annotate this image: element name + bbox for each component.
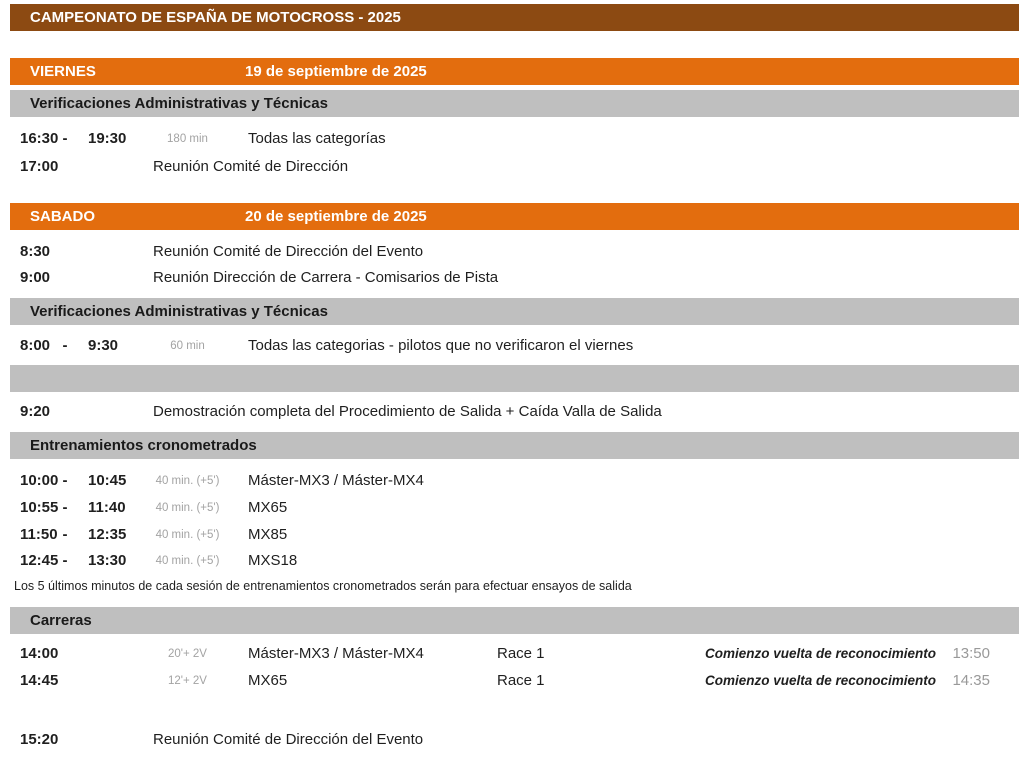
schedule-row: [0, 158, 1024, 176]
time-end: 13:30: [88, 552, 127, 569]
description: Reunión Comité de Dirección del Evento: [153, 731, 424, 748]
category: MX65: [248, 672, 288, 689]
reconnaissance-note: Comienzo vuelta de reconocimiento: [705, 646, 937, 661]
duration: 40 min. (+5'): [155, 502, 220, 514]
schedule-row: [0, 731, 1024, 749]
time-dash: -: [62, 499, 68, 516]
schedule-row: [0, 403, 1024, 421]
description: Demostración completa del Procedimiento de Salida + Caída Valla de Salida: [153, 403, 662, 420]
race-row: [0, 672, 1024, 690]
championship-title: CAMPEONATO DE ESPAÑA DE MOTOCROSS - 2025: [30, 9, 401, 26]
time-dash: -: [62, 526, 68, 543]
category: Todas las categorías: [248, 130, 386, 147]
reconnaissance-time: 14:35: [952, 672, 990, 689]
footnote-text: Los 5 últimos minutos de cada sesión de entrenamientos cronometrados serán para efectuar ensayos de salida: [14, 579, 632, 593]
section-title: Entrenamientos cronometrados: [30, 437, 257, 454]
reconnaissance-note: Comienzo vuelta de reconocimiento: [705, 673, 937, 688]
time-dash: -: [62, 130, 68, 147]
empty-section-bar: [10, 365, 1019, 392]
duration: 180 min: [167, 133, 208, 145]
time-end: 10:45: [88, 472, 127, 489]
friday-date: 19 de septiembre de 2025: [245, 63, 427, 80]
category: MXS18: [248, 552, 298, 569]
schedule-row: [0, 499, 1024, 517]
time-dash: -: [62, 472, 68, 489]
category: MX65: [248, 499, 288, 516]
time-start: 9:00: [20, 269, 51, 286]
schedule-row: [0, 130, 1024, 148]
schedule-row: [0, 243, 1024, 261]
category: MX85: [248, 526, 288, 543]
saturday-day-bar: [10, 203, 1019, 230]
race-row: [0, 645, 1024, 663]
time-end: 19:30: [88, 130, 127, 147]
saturday-day-name: SABADO: [30, 208, 96, 225]
schedule-row: [0, 526, 1024, 544]
duration: 20'+ 2V: [168, 648, 207, 660]
time-start: 14:00: [20, 645, 59, 662]
championship-title-bar: [10, 4, 1019, 31]
category: Todas las categorias - pilotos que no verificaron el viernes: [248, 337, 634, 354]
duration: 40 min. (+5'): [155, 529, 220, 541]
time-dash: -: [62, 552, 68, 569]
time-start: 16:30: [20, 130, 59, 147]
schedule-row: [0, 552, 1024, 570]
section-title: Verificaciones Administrativas y Técnicas: [30, 95, 328, 112]
description: Reunión Dirección de Carrera - Comisarios de Pista: [153, 269, 499, 286]
time-start: 14:45: [20, 672, 59, 689]
friday-day-name: VIERNES: [30, 63, 96, 80]
section-title: Carreras: [30, 612, 92, 629]
time-start: 10:00: [20, 472, 59, 489]
duration: 60 min: [170, 340, 205, 352]
schedule-row: [0, 337, 1024, 355]
schedule-row: [0, 472, 1024, 490]
friday-verificaciones-section-bar: [10, 90, 1019, 117]
saturday-verificaciones-section-bar: [10, 298, 1019, 325]
description: Reunión Comité de Dirección: [153, 158, 349, 175]
duration: 40 min. (+5'): [155, 475, 220, 487]
time-dash: -: [62, 337, 68, 354]
schedule-row: [0, 269, 1024, 287]
description: Reunión Comité de Dirección del Evento: [153, 243, 424, 260]
time-start: 10:55: [20, 499, 59, 516]
reconnaissance-time: 13:50: [952, 645, 990, 662]
entrenamientos-section-bar: [10, 432, 1019, 459]
time-start: 17:00: [20, 158, 59, 175]
time-start: 12:45: [20, 552, 59, 569]
carreras-section-bar: [10, 607, 1019, 634]
duration: 40 min. (+5'): [155, 555, 220, 567]
time-start: 15:20: [20, 731, 59, 748]
time-end: 9:30: [88, 337, 119, 354]
section-title: Verificaciones Administrativas y Técnicas: [30, 303, 328, 320]
time-start: 8:30: [20, 243, 51, 260]
category: Máster-MX3 / Máster-MX4: [248, 472, 424, 489]
friday-day-bar: [10, 58, 1019, 85]
time-start: 11:50: [20, 526, 58, 543]
time-start: 8:00: [20, 337, 51, 354]
footnote-row: [0, 578, 1024, 594]
race-label: Race 1: [497, 645, 545, 662]
saturday-date: 20 de septiembre de 2025: [245, 208, 427, 225]
time-end: 12:35: [88, 526, 127, 543]
time-end: 11:40: [88, 499, 126, 516]
race-label: Race 1: [497, 672, 545, 689]
category: Máster-MX3 / Máster-MX4: [248, 645, 424, 662]
duration: 12'+ 2V: [168, 675, 207, 687]
time-start: 9:20: [20, 403, 51, 420]
